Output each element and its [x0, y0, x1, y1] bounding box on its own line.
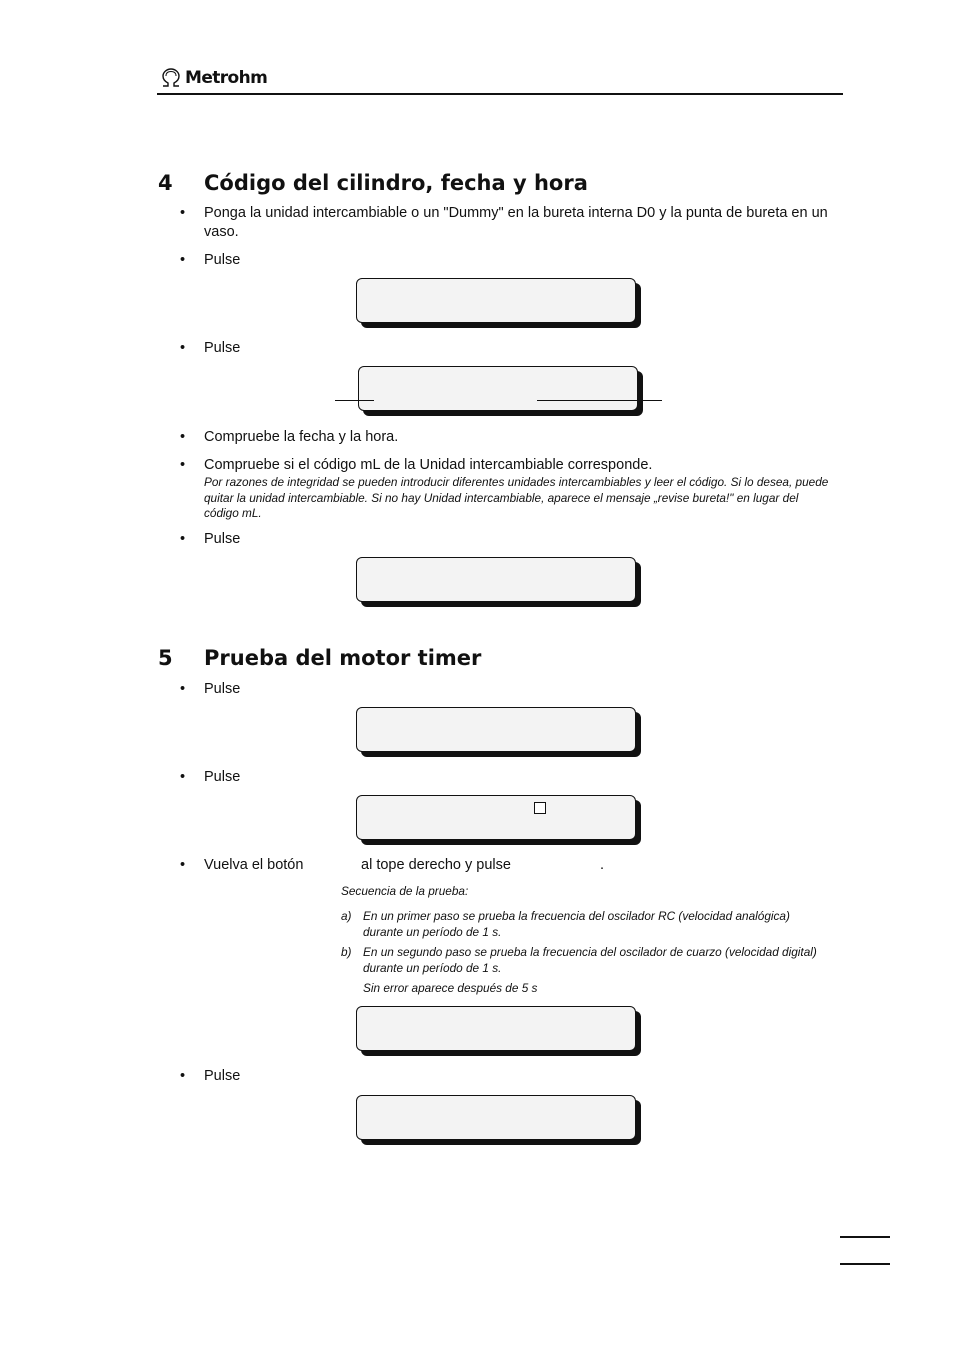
list-item-text: Compruebe si el código mL de la Unidad intercambiable corresponde.: [204, 457, 653, 473]
list-item: Ponga la unidad intercambiable o un "Dummy" en la bureta interna D0 y la punta de bureta en un vaso.: [204, 205, 828, 240]
bullet-dot: •: [180, 252, 186, 268]
lcd-display-1: [356, 278, 636, 323]
lcd-display-4: [356, 707, 636, 752]
section-5-title: Prueba del motor timer: [204, 646, 482, 670]
bullet-dot: •: [180, 340, 186, 356]
section-4-title: Código del cilindro, fecha y hora: [204, 171, 588, 195]
list-item-turn-a: Vuelva el botón: [204, 857, 304, 873]
bullet-dot: •: [180, 857, 186, 873]
section-5-number: 5: [158, 646, 173, 670]
omega-icon: [160, 68, 182, 88]
header-rule: [157, 93, 843, 95]
footer-rule-bottom: [840, 1263, 890, 1265]
list-item-turn-c: .: [600, 857, 605, 873]
bullet-dot: •: [180, 531, 186, 547]
step-label: b): [341, 945, 352, 959]
list-item: Pulse: [204, 340, 241, 356]
list-item: [204, 456, 834, 522]
logo-text: Metrohm: [185, 68, 268, 88]
bullet-dot: •: [180, 681, 186, 697]
list-item: Compruebe la fecha y la hora.: [204, 429, 399, 445]
cursor-square-icon: [534, 802, 546, 814]
after-text: Sin error aparece después de 5 s: [363, 981, 538, 995]
integrity-note: Por razones de integridad se pueden introducir diferentes unidades intercambiables y leer el código. Si lo desea, puede quitar la unidad intercambiable. Si no hay Unidad intercambiable, aparece el mensaje „revise bureta!" en lugar del código mL.: [204, 475, 829, 520]
list-item: Pulse: [204, 769, 241, 785]
bullet-dot: •: [180, 205, 186, 221]
step-text: En un primer paso se prueba la frecuencia del oscilador RC (velocidad analógica) durante un período de 1 s.: [363, 909, 790, 939]
step-text: En un segundo paso se prueba la frecuencia del oscilador de cuarzo (velocidad digital) durante un período de 1 s.: [363, 945, 817, 975]
list-item: Pulse: [204, 252, 241, 268]
lcd-display-3: [356, 557, 636, 602]
list-item: Pulse: [204, 1068, 241, 1084]
divider: [537, 400, 662, 401]
lcd-display-2: [358, 366, 638, 411]
list-item: Pulse: [204, 681, 241, 697]
footer-rule-top: [840, 1236, 890, 1238]
bullet-dot: •: [180, 1068, 186, 1084]
bullet-dot: •: [180, 769, 186, 785]
lcd-display-7: [356, 1095, 636, 1140]
lcd-display-6: [356, 1006, 636, 1051]
bullet-dot: •: [180, 457, 186, 473]
list-item-turn-b: al tope derecho y pulse: [361, 857, 511, 873]
sequence-title: Secuencia de la prueba:: [341, 884, 469, 898]
section-4-number: 4: [158, 171, 173, 195]
list-item: Pulse: [204, 531, 241, 547]
logo: [160, 66, 267, 90]
step-label: a): [341, 909, 352, 923]
divider: [335, 400, 374, 401]
lcd-display-5: [356, 795, 636, 840]
bullet-dot: •: [180, 429, 186, 445]
